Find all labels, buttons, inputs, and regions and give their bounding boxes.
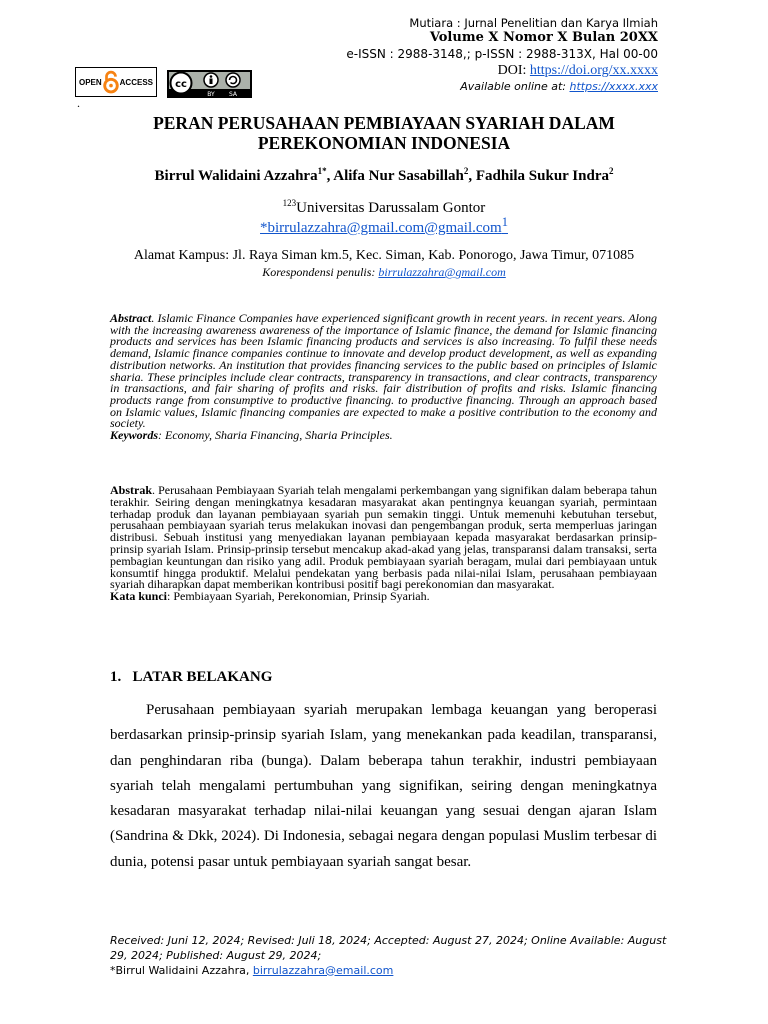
author-list: [0, 166, 768, 185]
author-2-sup: 2: [463, 166, 469, 176]
author-1-sup: 1*: [317, 166, 327, 176]
author-3-sup: 2: [608, 166, 614, 176]
page-footer: [110, 934, 670, 978]
keywords-en-text: : Economy, Sharia Financing, Sharia Principles.: [158, 428, 393, 443]
available-online-line: [460, 80, 658, 93]
journal-name: Mutiara : Jurnal Penelitian dan Karya Ilmiah: [409, 16, 658, 30]
open-access-badge: [75, 67, 157, 97]
author-email-sup: 1: [501, 215, 508, 229]
affiliation-sup: 123: [282, 198, 297, 208]
author-3: , Fadhila Sukur Indra: [468, 168, 609, 184]
available-link[interactable]: https://xxxx.xxx: [569, 80, 658, 93]
keywords-en-line: [110, 430, 657, 442]
section-paragraph-text: Perusahaan pembiayaan syariah merupakan lembaga keuangan yang beroperasi berdasarkan prinsip-prinsip syariah Islam, yang menekankan pada keadilan, transparansi, dan penghindaran riba (bunga). Dalam beberapa tahun terakhir, industri pembiayaan syariah telah mengalami pertumbuhan yang signifikan, seiring dengan meningkatnya kesadaran masyarakat terhadap nilai-nilai keuangan yang sesuai dengan ajaran Islam (Sandrina & Dkk, 2024). Di Indonesia, sebagai negara dengan populasi Muslim terbesar di dunia, potensi pasar untuk pembiayaan syariah sangat besar.: [110, 702, 657, 870]
doi-link[interactable]: https://doi.org/xx.xxxx: [529, 63, 658, 78]
open-access-text-left: OPEN: [79, 77, 102, 87]
paper-title: [0, 113, 768, 153]
section-heading: [110, 669, 272, 686]
doi-label: DOI:: [497, 63, 530, 78]
cc-license-badge: [167, 70, 252, 98]
abstract-indonesian: [110, 485, 657, 603]
paper-title-line-1: PERAN PERUSAHAAN PEMBIAYAAN SYARIAH DALAM: [153, 113, 615, 133]
cc-by-label: BY: [207, 91, 215, 97]
journal-issn: e-ISSN : 2988-3148,; p-ISSN : 2988-313X, Hal 00-00: [346, 47, 658, 61]
campus-address: Alamat Kampus: Jl. Raya Siman km.5, Kec. Siman, Kab. Ponorogo, Jawa Timur, 071085: [133, 248, 635, 263]
keywords-en-label: Keywords: [110, 428, 158, 443]
section-paragraph: [110, 698, 657, 875]
correspondence-email-link[interactable]: birrulazzahra@gmail.com: [378, 265, 506, 279]
author-email-line: [0, 215, 768, 237]
author-2: , Alifa Nur Sasabillah: [326, 168, 464, 184]
footer-corr-name: *Birrul Walidaini Azzahra,: [110, 963, 253, 977]
abstract-english: [110, 313, 657, 442]
available-label: Available online at:: [460, 80, 570, 93]
paper-title-line-2: PEREKONOMIAN INDONESIA: [257, 133, 511, 153]
abstract-en-text: . Islamic Finance Companies have experienced significant growth in recent years. in recent years. Along with the increasing awareness awareness of the importance of Islamic finance, the demand for Islamic financing products and services has been Islamic financing products and services is also increasing. To fulfil these needs demand, Islamic finance companies continue to innovate and develop product development, as well as expanding distribution networks. An institution that provides financing services to the public based on principles of Islamic sharia. These principles include clear contracts, transparency in transactions, and clear contracts, transparency in transactions, and fair sharing of profits and risks. fair distribution of profits and risks. Islamic financing products range from consumptive to productive financing. to productive financing. Through an approach based on Islamic values, Islamic financing companies are expected to make a positive contribution to the economy and society.: [110, 311, 657, 431]
correspondence-line: [0, 265, 768, 280]
abstract-id-label: Abstrak: [110, 483, 153, 497]
footer-dates: Received: Juni 12, 2024; Revised: Juli 18, 2024; Accepted: August 27, 2024; Online Available: August 29, 2024; Published: August 29, 2024;: [110, 934, 667, 962]
section-number: 1.: [110, 669, 122, 685]
affiliation-name: Universitas Darussalam Gontor: [296, 200, 486, 216]
svg-text:cc: cc: [175, 79, 187, 90]
keywords-id-label: Kata kunci: [110, 589, 168, 604]
correspondence-label: Korespondensi penulis:: [262, 265, 379, 279]
keywords-id-text: : Pembiayaan Syariah, Perekonomian, Prinsip Syariah.: [167, 589, 430, 604]
abstract-en-label: Abstract: [110, 311, 152, 325]
stray-dot: .: [77, 96, 80, 110]
author-email-link[interactable]: [260, 215, 508, 236]
abstract-id-text: . Perusahaan Pembiayaan Syariah telah mengalami perkembangan yang signifikan dalam beberapa tahun terakhir. Seiring dengan meningkatnya kesadaran masyarakat akan pentingnya keuangan syariah, permintaan terhadap produk dan layanan pembiayaan syariah pun semakin tinggi. Untuk memenuhi kebutuhan tersebut, perusahaan pembiayaan syariah terus melakukan inovasi dan pengembangan produk, serta memperluas jaringan distribusi. Sebuah institusi yang menyediakan layanan pembiayaan kepada masyarakat berdasarkan prinsip-prinsip syariah Islam. Prinsip-prinsip tersebut mencakup akad-akad yang jelas, transparansi dalam transaksi, serta pembagian keuntungan dan risiko yang adil. Produk pembiayaan syariah beragam, mulai dari pembiayaan untuk konsumtif hingga produktif. Melalui pendekatan yang berbasis pada nilai-nilai Islam, perusahaan pembiayaan syariah diharapkan dapat memberikan kontribusi positif bagi perekonomian dan masyarakat.: [110, 483, 657, 592]
cc-sa-label: SA: [228, 91, 238, 97]
cc-by-sa-icon: [168, 71, 251, 97]
keywords-id-line: [110, 591, 657, 603]
author-email-text: *birrulazzahra@gmail.com@gmail.com: [260, 220, 502, 236]
open-access-lock-icon: [102, 69, 120, 95]
open-access-text-right: ACCESS: [119, 77, 153, 87]
section-title: LATAR BELAKANG: [132, 669, 273, 685]
footer-corr-email-link[interactable]: birrulazzahra@email.com: [252, 963, 394, 977]
footer-correspondence: [110, 964, 670, 979]
author-1: Birrul Walidaini Azzahra: [154, 168, 318, 184]
doi-line: [498, 63, 658, 79]
journal-volume: Volume X Nomor X Bulan 20XX: [429, 30, 658, 45]
